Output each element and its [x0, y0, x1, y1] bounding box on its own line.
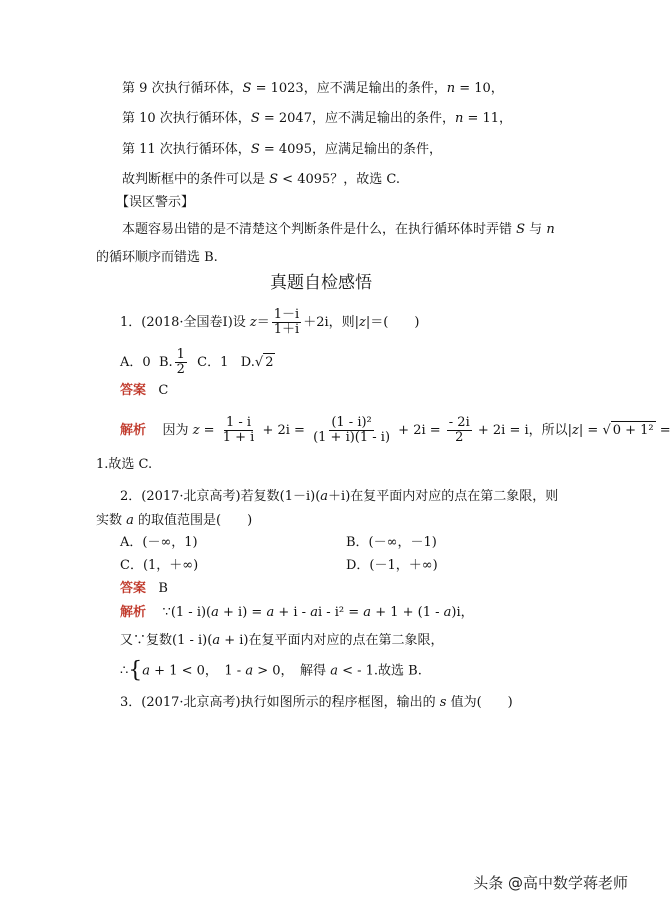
q2-jiexi-1: 解析 ∵(1 - i)(a + i) = a + i - ai - i² = a + 1 + (1 - a)i，	[120, 605, 474, 620]
q2-jiexi-2: 又∵复数(1 - i)(a + i)在复平面内对应的点在第二象限，	[120, 633, 444, 648]
q2-jiexi-3: ∴{a + 1 < 0， 1 - a > 0， 解得 a < - 1.故选 B.	[120, 658, 422, 683]
q2-option-b: B．(－∞，－1)	[346, 535, 437, 550]
warning-line-1: 本题容易出错的是不清楚这个判断条件是什么，在执行循环体时弄错 S 与 n	[122, 222, 555, 237]
solution-line-1: 第 9 次执行循环体，S = 1023，应不满足输出的条件，n = 10，	[122, 81, 504, 96]
solution-line-3: 第 11 次执行循环体，S = 4095，应满足输出的条件，	[122, 142, 442, 157]
q2-answer: 答案 B	[120, 581, 168, 596]
q2-option-d: D．(－1，＋∞)	[346, 558, 438, 573]
q1-fraction: $\frac{1-i}{1+i}$	[273, 307, 300, 337]
q2-option-c: C．(1，＋∞)	[120, 558, 199, 573]
solution-line-2: 第 10 次执行循环体，S = 2047，应不满足输出的条件，n = 11，	[122, 111, 513, 126]
q2-option-a: A．(－∞，1)	[120, 535, 198, 550]
solution-line-4: 故判断框中的条件可以是 S < 4095？，故选 C.	[122, 172, 401, 187]
q2-stem-2: 实数 a 的取值范围是( )	[96, 513, 253, 528]
q1-answer: 答案 C	[120, 383, 169, 398]
q3-stem: 3．(2017·北京高考)执行如图所示的程序框图，输出的 s 值为( )	[120, 695, 513, 710]
warning-title: 【误区警示】	[116, 195, 195, 210]
q2-stem-1: 2．(2017·北京高考)若复数(1－i)(a＋i)在复平面内对应的点在第二象限，则	[120, 489, 559, 504]
section-title: 真题自检感悟	[270, 273, 372, 293]
warning-line-2: 的循环顺序而错选 B.	[96, 250, 218, 265]
q1-option-b-fraction: $\frac{1}{2}$	[176, 347, 185, 377]
watermark: 头条 @高中数学蒋老师	[473, 874, 628, 892]
q1-stem: 1．(2018·全国卷Ⅰ)设 z＝ $\frac{1-i}{1+i}$ ＋2i，则|z|＝( )	[120, 307, 420, 337]
q1-options: A．0 B. $\frac{1}{2}$ C．1 D.√ 2	[120, 347, 274, 377]
q1-jiexi-tail: 1.故选 C.	[96, 457, 153, 472]
q1-jiexi: 解析 因为 z = $\frac{1 - i}{1 + i}$ + 2i = $\frac{\text{(1 - i)²}}{(1 + i)(1 - i)}$ + 2i = $\frac{- 2i}{2}$ + 2i = i，所以|z| = √ 0 + 1² =	[120, 415, 671, 445]
